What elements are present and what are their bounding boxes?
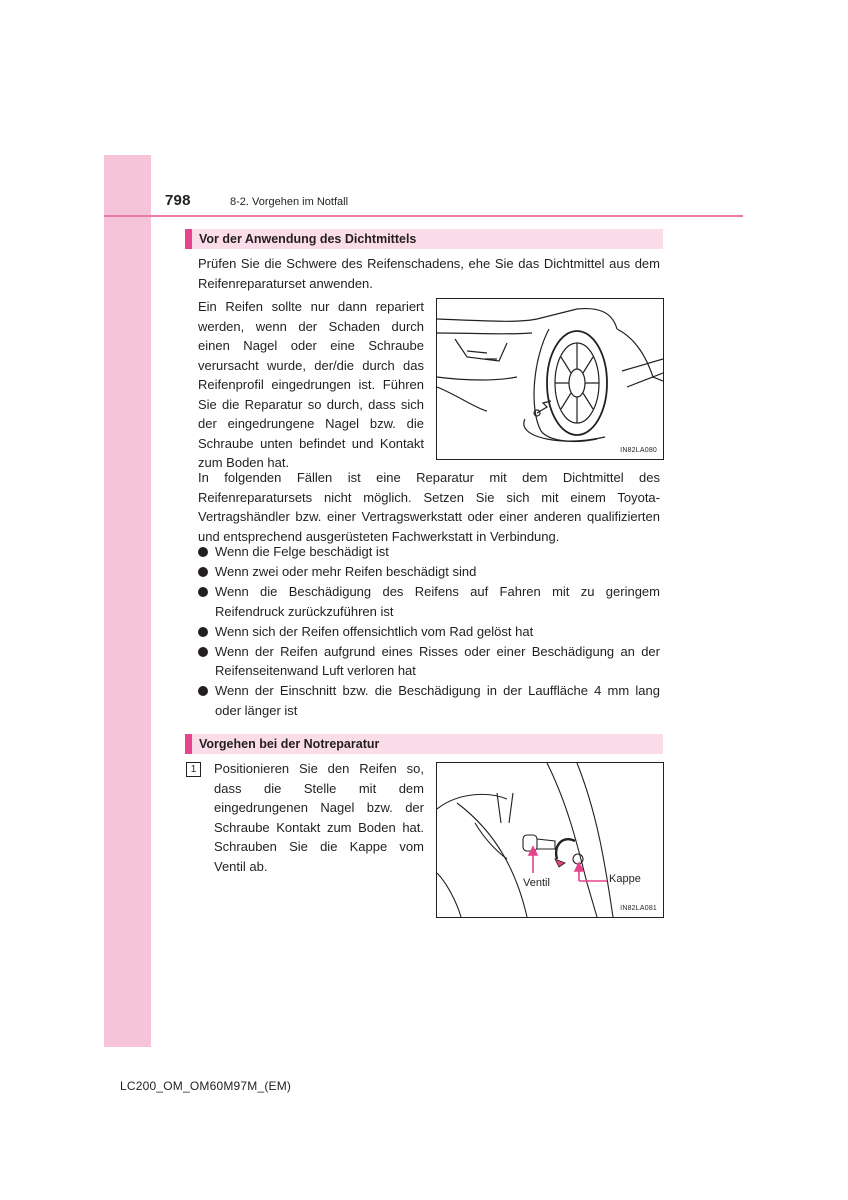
tire-with-nail-illustration — [437, 299, 663, 459]
valve-cap-illustration — [437, 763, 663, 917]
bullet-icon — [198, 547, 208, 557]
bullet-icon — [198, 587, 208, 597]
bullet-icon — [198, 647, 208, 657]
bullet-icon — [198, 567, 208, 577]
step-number-box: 1 — [186, 762, 201, 777]
figure-valve-cap — [436, 762, 664, 918]
figure-tire-nail — [436, 298, 664, 460]
list-item: Wenn der Reifen aufgrund eines Risses oder einer Beschädigung an der Reifenseitenwand Luft verloren hat — [198, 642, 660, 681]
not-repairable-list — [198, 542, 660, 721]
repair-condition-paragraph: Ein Reifen sollte nur dann repariert werden, wenn der Schaden durch einen Nagel oder eine Schraube verursacht wurde, der/die durch das Reifenprofil eingedrungen ist. Führen Sie die Reparatur so durch, dass sich der eingedrungene Nagel bzw. die Schraube unten befindet und Kontakt zum Boden hat. — [198, 299, 424, 470]
cases-intro-paragraph: In folgenden Fällen ist eine Reparatur mit dem Dichtmittel des Reifenreparatursets nicht möglich. Setzen Sie sich mit einem Toyota-Vertragshändler bzw. einer Vertragswerkstatt oder einer anderen qualifizierten und entsprechend ausgerüsteten Fachwerkstatt in Verbindung. — [198, 470, 660, 544]
footer-doc-code: LC200_OM_OM60M97M_(EM) — [120, 1079, 292, 1093]
section-heading-emergency-repair: Vorgehen bei der Notreparatur — [185, 734, 663, 754]
list-item: Wenn zwei oder mehr Reifen beschädigt sind — [198, 562, 660, 582]
label-valve: Ventil — [523, 877, 550, 889]
header-rule — [104, 215, 743, 217]
intro-paragraph: Prüfen Sie die Schwere des Reifenschadens, ehe Sie das Dichtmittel aus dem Reifenreparaturset anwenden. — [198, 256, 660, 291]
list-item: Wenn die Felge beschädigt ist — [198, 542, 660, 562]
bullet-icon — [198, 686, 208, 696]
section-heading-before-sealant: Vor der Anwendung des Dichtmittels — [185, 229, 663, 249]
label-cap: Kappe — [609, 873, 641, 885]
figure-code: IN82LA081 — [620, 905, 657, 912]
section-path: 8-2. Vorgehen im Notfall — [230, 196, 349, 208]
chapter-sidebar — [104, 155, 151, 1047]
list-item: Wenn sich der Reifen offensichtlich vom Rad gelöst hat — [198, 622, 660, 642]
list-item: Wenn die Beschädigung des Reifens auf Fahren mit zu geringem Reifendruck zurückzuführen ist — [198, 582, 660, 621]
figure-code: IN82LA080 — [620, 447, 657, 454]
bullet-icon — [198, 627, 208, 637]
list-item: Wenn der Einschnitt bzw. die Beschädigung in der Lauffläche 4 mm lang oder länger ist — [198, 681, 660, 720]
page-number: 798 — [165, 192, 191, 209]
step-1-text: Positionieren Sie den Reifen so, dass die Stelle mit dem eingedrungenen Nagel bzw. der Schraube Kontakt zum Boden hat. Schrauben Sie die Kappe vom Ventil ab. — [214, 761, 424, 874]
